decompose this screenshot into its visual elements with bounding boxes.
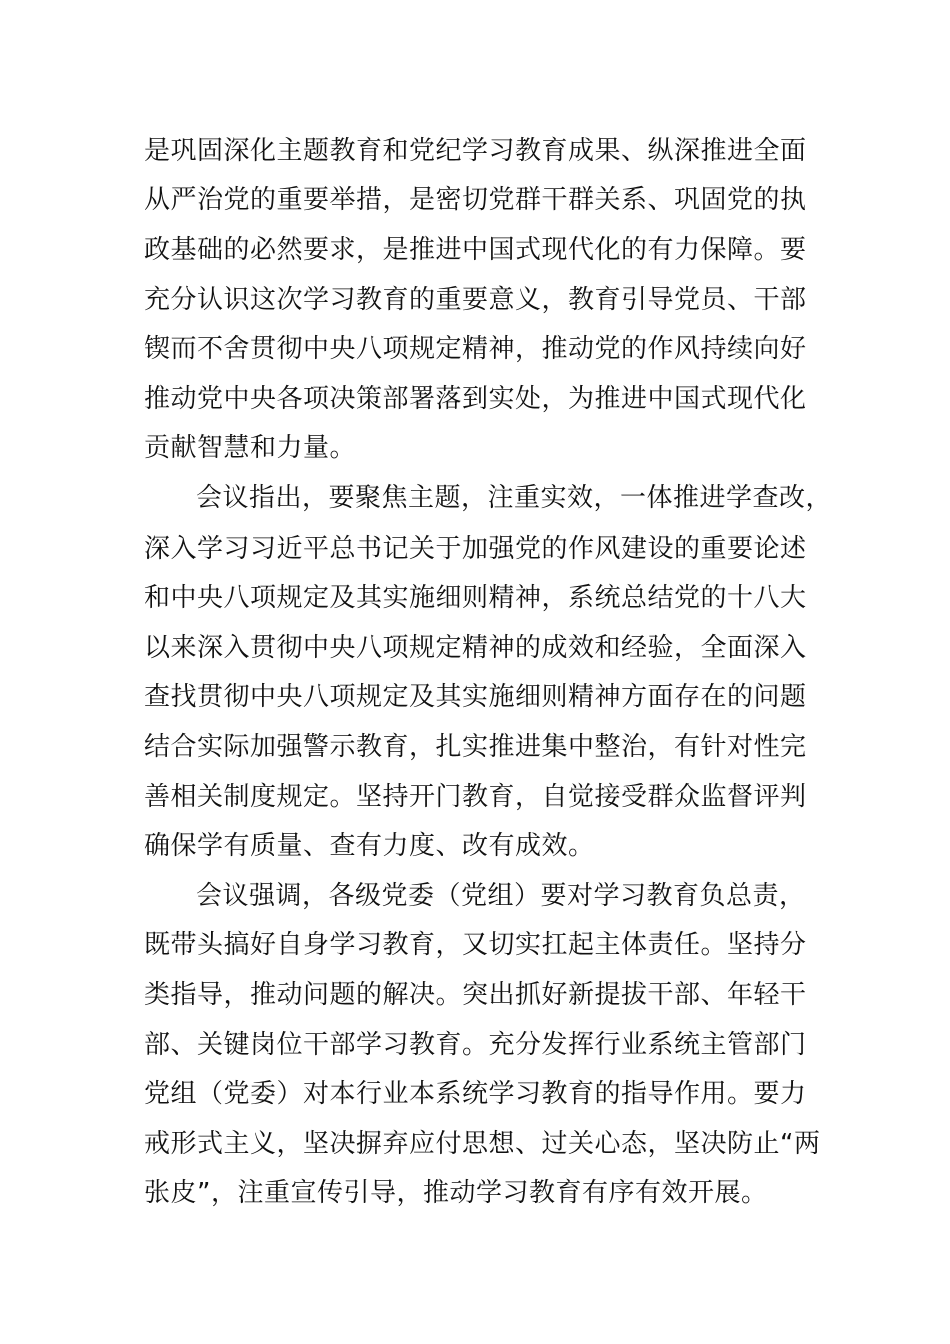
text-line: 戒形式主义，坚决摒弃应付思想、过关心态，坚决防止“两 [144, 1129, 821, 1159]
text-line: 查找贯彻中央八项规定及其实施细则精神方面存在的问题 [144, 682, 807, 712]
text-line: 类指导，推动问题的解决。突出抓好新提拔干部、年轻干 [144, 980, 807, 1010]
text-line: 锲而不舍贯彻中央八项规定精神，推动党的作风持续向好 [144, 334, 807, 364]
paragraph-start-line: 会议强调，各级党委（党组）要对学习教育负总责， [196, 881, 806, 911]
text-line: 结合实际加强警示教育，扎实推进集中整治，有针对性完 [144, 732, 807, 762]
text-line: 善相关制度规定。坚持开门教育，自觉接受群众监督评判 [144, 782, 807, 812]
text-line: 深入学习习近平总书记关于加强党的作风建设的重要论述 [144, 534, 807, 564]
text-line: 推动党中央各项决策部署落到实处，为推进中国式现代化 [144, 384, 807, 414]
text-line: 确保学有质量、查有力度、改有成效。 [144, 831, 595, 861]
text-line: 和中央八项规定及其实施细则精神，系统总结党的十八大 [144, 583, 807, 613]
text-line: 张皮”，注重宣传引导，推动学习教育有序有效开展。 [144, 1178, 768, 1208]
text-line: 从严治党的重要举措，是密切党群干群关系、巩固党的执 [144, 185, 807, 215]
paragraph-start-line: 会议指出，要聚焦主题，注重实效，一体推进学查改， [196, 483, 833, 513]
text-line: 贡献智慧和力量。 [144, 433, 357, 463]
text-line: 充分认识这次学习教育的重要意义，教育引导党员、干部 [144, 285, 807, 315]
text-line: 党组（党委）对本行业本系统学习教育的指导作用。要力 [144, 1079, 807, 1109]
text-line: 以来深入贯彻中央八项规定精神的成效和经验，全面深入 [144, 633, 807, 663]
text-line: 既带头搞好自身学习教育，又切实扛起主体责任。坚持分 [144, 930, 807, 960]
text-line: 是巩固深化主题教育和党纪学习教育成果、纵深推进全面 [144, 136, 807, 166]
text-line: 部、关键岗位干部学习教育。充分发挥行业系统主管部门 [144, 1030, 807, 1060]
text-line: 政基础的必然要求，是推进中国式现代化的有力保障。要 [144, 235, 807, 265]
